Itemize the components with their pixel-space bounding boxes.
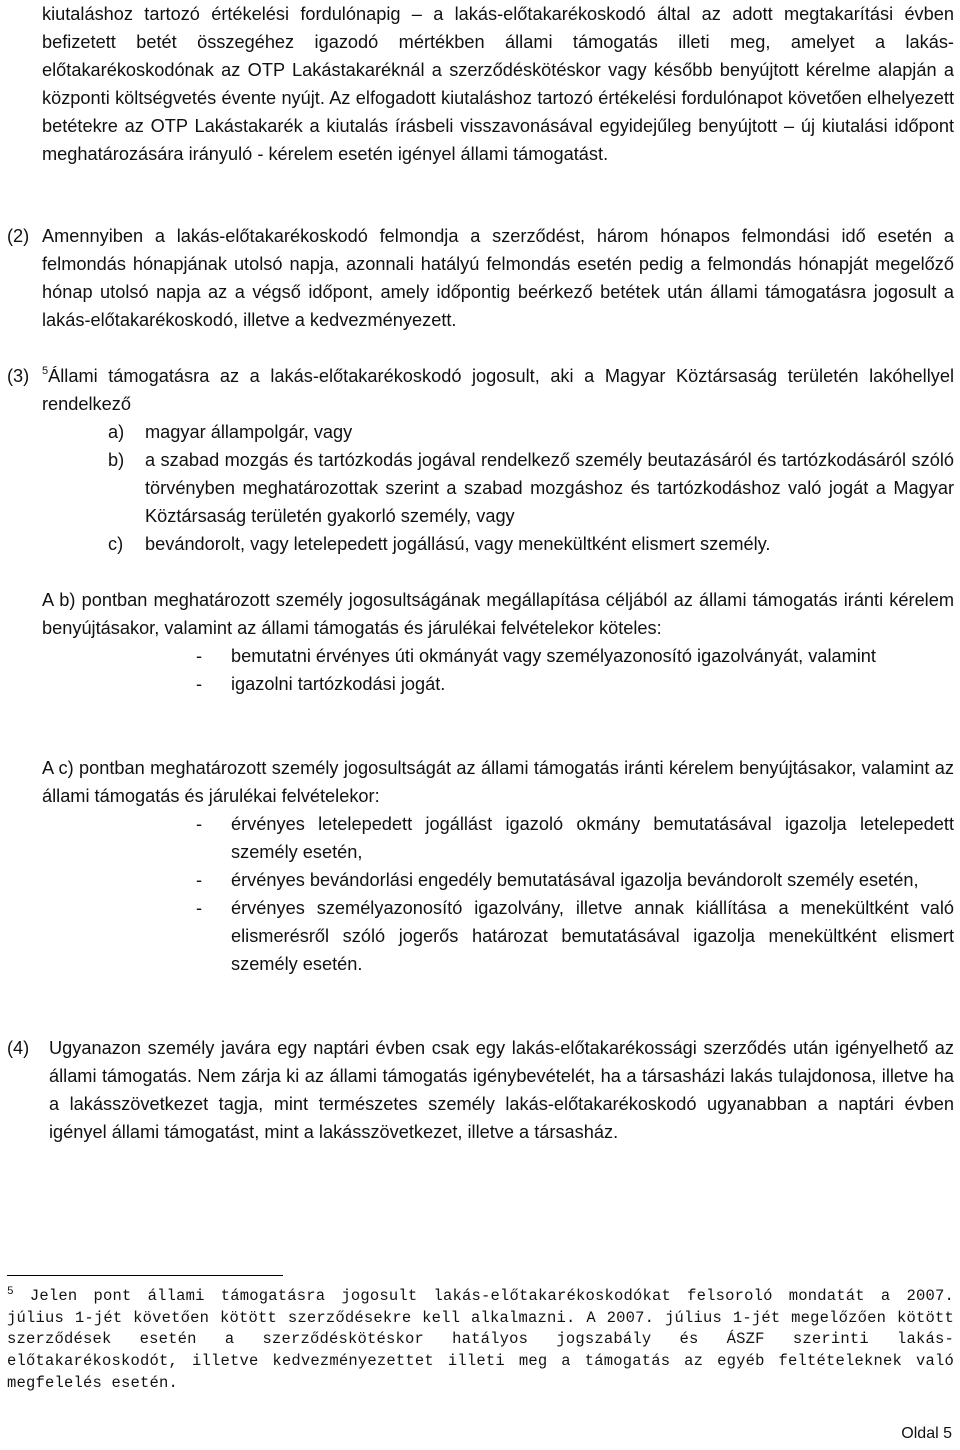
list-item (108, 418, 954, 446)
list-item-text: érvényes letelepedett jogállást igazoló okmány bemutatásával igazolja letelepedett személy esetén, (231, 814, 954, 862)
list-item (196, 866, 954, 894)
list-item-text: bevándorolt, vagy letelepedett jogállású, vagy menekültként elismert személy. (145, 534, 771, 554)
page-number: Oldal 5 (901, 1425, 952, 1442)
list-item-label: b) (108, 450, 125, 470)
list-item-label: c) (108, 534, 124, 554)
section-2 (7, 222, 954, 334)
list-item-text: magyar állampolgár, vagy (145, 422, 353, 442)
footnote-number: 5 (7, 1286, 14, 1298)
list-item (196, 642, 954, 670)
b-point-requirements (196, 642, 954, 698)
list-item-text: érvényes bevándorlási engedély bemutatásával igazolja bevándorolt személy esetén, (231, 870, 919, 890)
eligibility-list (108, 418, 954, 558)
section-4-text: Ugyanazon személy javára egy naptári évben csak egy lakás-előtakarékossági szerződés után igényelhető az állami támogatás. Nem zárja ki az állami támogatás igénybevételét, ha a társasházi lakás tulajdonosa, illetve ha a lakásszövetkezet tagja, mint természetes személy lakás-előtakarékoskodó ugyanabban a naptári évben igényel állami támogatást, mint a lakásszövetkezet, illetve a társasház. (49, 1038, 954, 1142)
section-number: (4) (7, 1038, 30, 1058)
b-point-paragraph: A b) pontban meghatározott személy jogosultságának megállapítása céljából az állami támogatás iránti kérelem benyújtásakor, valamint az állami támogatás és járulékai felvételekor köteles: (42, 590, 954, 638)
dash-bullet: - (196, 814, 203, 834)
footnote (7, 1286, 954, 1395)
list-item (196, 670, 954, 698)
list-item-text: a szabad mozgás és tartózkodás jogával rendelkező személy beutazásáról és tartózkodásáról szóló törvényben meghatározottak szerint a szabad mozgáshoz és tartózkodáshoz való jogát a Magyar Köztársaság területén gyakorló személy, vagy (145, 450, 954, 526)
section-3-text: Állami támogatásra az a lakás-előtakarékoskodó jogosult, aki a Magyar Köztársaság területén lakóhellyel rendelkező (42, 366, 954, 414)
dash-bullet: - (196, 870, 203, 890)
footnote-separator (7, 1275, 283, 1276)
list-item-text: igazolni tartózkodási jogát. (231, 674, 446, 694)
paragraph-continuation: kiutaláshoz tartozó értékelési fordulónapig – a lakás-előtakarékoskodó által az adott megtakarítási évben befizetett betét összegéhez igazodó mértékben állami támogatás illeti meg, amelyet a lakás-előtakarékoskodónak az OTP Lakástakaréknál a szerződéskötéskor vagy később benyújtott kérelme alapján a központi költségvetés évente nyújt. Az elfogadott kiutaláshoz tartozó értékelési fordulónapot követően elhelyezett betétekre az OTP Lakástakarék a kiutalás írásbeli visszavonásával egyidejűleg benyújtott – új kiutalási időpont meghatározására irányuló - kérelem esetén igényel állami támogatást. (42, 4, 954, 164)
c-point-paragraph: A c) pontban meghatározott személy jogosultságát az állami támogatás iránti kérelem benyújtásakor, valamint az állami támogatás és járulékai felvételekor: (42, 758, 954, 806)
footnote-text: Jelen pont állami támogatásra jogosult lakás-előtakarékoskodókat felsoroló mondatát a 2007. július 1-jét követően kötött szerződésekre kell alkalmazni. A 2007. július 1-jét megelőzően kötött szerződések esetén a szerződéskötéskor hatályos jogszabály és ÁSZF szerinti lakás-előtakarékoskodót, illetve kedvezményezettet illeti meg a támogatás az egyéb feltételeknek való megfelelés esetén. (7, 1287, 954, 1392)
section-number: (2) (7, 226, 30, 246)
section-number: (3) (7, 366, 30, 386)
c-point-requirements (196, 810, 954, 978)
list-item-label: a) (108, 422, 125, 442)
section-3 (7, 362, 954, 418)
list-item-text: érvényes személyazonosító igazolvány, illetve annak kiállítása a menekültként való elismerésről szóló jogerős határozat bemutatásával igazolja menekültként elismert személy esetén. (231, 898, 954, 974)
list-item (108, 530, 954, 558)
section-4 (7, 1034, 954, 1146)
footnote-reference[interactable]: 5 (42, 365, 49, 377)
section-2-text: Amennyiben a lakás-előtakarékoskodó felmondja a szerződést, három hónapos felmondási idő esetén a felmondás hónapjának utolsó napja, azonnali hatályú felmondás esetén pedig a felmondás hónapját megelőző hónap utolsó napja az a végső időpont, amely időpontig beérkező betétek után állami támogatásra jogosult a lakás-előtakarékoskodó, illetve a kedvezményezett. (42, 226, 954, 330)
dash-bullet: - (196, 674, 203, 694)
list-item (196, 894, 954, 978)
dash-bullet: - (196, 646, 203, 666)
list-item-text: bemutatni érvényes úti okmányát vagy személyazonosító igazolványát, valamint (231, 646, 876, 666)
dash-bullet: - (196, 898, 203, 918)
section-3-intro (42, 362, 954, 418)
list-item (196, 810, 954, 866)
list-item (108, 446, 954, 530)
